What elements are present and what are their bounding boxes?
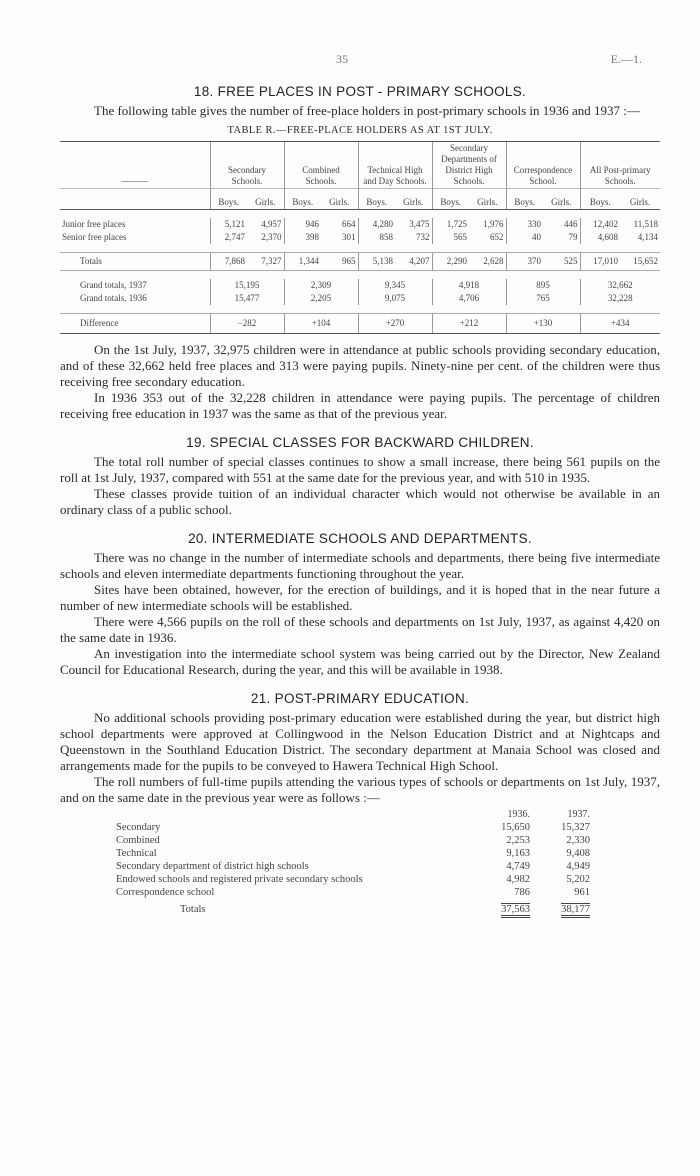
roll-header-blank [116,808,470,821]
table-cell: 965 [321,253,358,271]
table-cell: 4,608 [580,231,620,244]
table-cell: 4,918 [432,279,506,292]
col-header-combined: Combined Schools. [284,142,358,189]
sub-header-girls: Girls. [543,189,580,210]
sub-header-girls: Girls. [321,189,358,210]
table-cell: 32,228 [580,292,660,305]
sub-header-blank [60,189,210,210]
table-cell: 32,662 [580,279,660,292]
table-cell: 5,121 [210,218,247,231]
roll-row-totals [116,903,590,916]
table-cell: 732 [416,232,430,242]
table-cell: +270 [358,314,432,334]
roll-header-row [116,808,590,821]
free-place-table [60,141,660,334]
sub-header-boys: Boys. [506,189,543,210]
table-cell: 4,706 [432,292,506,305]
row-label: Senior free places [62,232,127,242]
roll-row-district-high [116,860,590,873]
section-20-paragraph-4: An investigation into the intermediate school system was being carried out by the Director, New Zealand Council for Educational Research, during the year, and this will be available in 1938. [60,646,660,677]
table-row-grand-1937 [60,279,660,292]
table-cell: 7,327 [247,253,284,271]
section-20-paragraph-2: Sites have been obtained, however, for the erection of buildings, and it is hoped that in the near future a number of new intermediate schools will be established. [60,582,660,613]
table-corner: ——— [60,142,210,189]
roll-label: Correspondence school [116,887,215,898]
row-label: Difference [60,314,210,334]
sub-header-boys: Boys. [432,189,469,210]
table-cell: 370 [506,253,543,271]
roll-label: Secondary [116,822,161,833]
row-label: Junior free places [62,219,126,229]
roll-label: Totals [180,904,206,915]
table-cell: 301 [342,232,356,242]
table-cell: 1,725 [432,218,469,231]
table-cell: +130 [506,314,580,334]
roll-value-1937: 5,202 [566,874,590,885]
roll-label: Technical [116,848,157,859]
table-cell: +212 [432,314,506,334]
table-r-caption: TABLE R.—FREE-PLACE HOLDERS AS AT 1ST JULY. [227,125,493,136]
table-cell: 2,309 [284,279,358,292]
roll-total-1936: 37,563 [501,903,530,918]
table-cell: 17,010 [580,253,620,271]
table-cell: 40 [506,231,543,244]
table-cell: 895 [506,279,580,292]
table-cell: 664 [342,219,356,229]
section-19-paragraph-1: The total roll number of special classes continues to show a small increase, there being 561 pupils on the roll at 1st July, 1937, compared with 551 at the same date for the previous year, and with 510 in 1935. [60,454,660,485]
table-cell: 7,868 [210,253,247,271]
table-cell: 11,518 [633,219,658,229]
roll-numbers-table [116,808,590,916]
col-header-correspondence: Correspondence School. [506,142,580,189]
roll-row-endowed [116,873,590,886]
row-label: Grand totals, 1937 [80,280,147,290]
table-cell: 2,628 [469,253,506,271]
table-cell: 765 [506,292,580,305]
table-cell: 9,075 [358,292,432,305]
table-cell: 565 [432,231,469,244]
col-header-technical: Technical High and Day Schools. [358,142,432,189]
roll-value-1936: 4,982 [506,874,530,885]
roll-year-1937: 1937. [567,809,590,820]
sub-header-boys: Boys. [284,189,321,210]
row-label: Grand totals, 1936 [80,293,147,303]
section-21-paragraph-1: No additional schools providing post-primary education were established during the year, but district high school departments were approved at Collingwood in the Nelson Education District and at Nightcaps and Queenstown in the Southland Education District. The secondary department at Manaia School was closed and arrangements made for the pupils to be conveyed to Hawera Technical High School. [60,710,660,773]
table-cell: 1,344 [284,253,321,271]
roll-value-1937: 15,327 [561,822,590,833]
table-cell: 2,290 [432,253,469,271]
roll-value-1936: 786 [514,887,530,898]
sub-header-boys: Boys. [210,189,247,210]
roll-row-technical [116,847,590,860]
section-18-paragraph-1: On the 1st July, 1937, 32,975 children were in attendance at public schools providing secondary education, and of these 32,662 held free places and 313 were paying pupils. Ninety-nine per cent. of the children were thus receiving free secondary education. [60,342,660,389]
page-number: 35 [336,52,348,66]
col-header-secondary: Secondary Schools. [210,142,284,189]
table-cell: 652 [490,232,504,242]
section-21-title: 21. POST-PRIMARY EDUCATION. [250,691,470,706]
roll-value-1937: 961 [574,887,590,898]
section-20-title: 20. INTERMEDIATE SCHOOLS AND DEPARTMENTS. [188,531,532,546]
roll-row-combined [116,834,590,847]
sub-header-girls: Girls. [620,189,660,210]
roll-value-1936: 15,650 [501,822,530,833]
roll-value-1936: 9,163 [506,848,530,859]
sub-header-girls: Girls. [247,189,284,210]
table-cell: 946 [284,218,321,231]
sub-header-girls: Girls. [395,189,432,210]
roll-total-1937: 38,177 [561,903,590,918]
section-18-paragraph-2: In 1936 353 out of the 32,228 children in attendance were paying pupils. The percentage of children receiving free education in 1937 was the same as that of the previous year. [60,390,660,421]
table-cell: 398 [284,231,321,244]
section-19-title: 19. SPECIAL CLASSES FOR BACKWARD CHILDREN. [186,435,534,450]
roll-row-correspondence [116,886,590,899]
roll-value-1937: 4,949 [566,861,590,872]
table-cell: 2,370 [261,232,282,242]
table-cell: 3,475 [409,219,430,229]
table-cell: 15,652 [620,253,660,271]
table-cell: 446 [564,219,578,229]
roll-year-1936: 1936. [507,809,530,820]
table-cell: +104 [284,314,358,334]
roll-value-1937: 9,408 [566,848,590,859]
roll-value-1937: 2,330 [566,835,590,846]
table-cell: 5,138 [358,253,395,271]
page-content [60,84,660,916]
sub-header-boys: Boys. [580,189,620,210]
section-21-paragraph-2: The roll numbers of full-time pupils attending the various types of schools or departments on 1st July, 1937, and on the same date in the previous year were as follows :— [60,774,660,805]
table-cell: 15,195 [210,279,284,292]
section-18-title: 18. FREE PLACES IN POST - PRIMARY SCHOOLS. [193,84,527,99]
table-cell: 79 [568,232,578,242]
table-cell: 4,134 [637,232,658,242]
section-20-paragraph-1: There was no change in the number of intermediate schools and departments, there being five intermediate schools and eleven intermediate departments functioning throughout the year. [60,550,660,581]
roll-row-secondary [116,821,590,834]
table-cell: 858 [358,231,395,244]
roll-label: Endowed schools and registered private secondary schools [116,874,363,885]
table-cell: 4,207 [395,253,432,271]
table-row-difference [60,314,660,334]
table-cell: 4,957 [261,219,282,229]
table-cell: 9,345 [358,279,432,292]
table-cell: 1,976 [483,219,504,229]
table-cell: −282 [210,314,284,334]
table-row-totals [60,253,660,271]
roll-value-1936: 2,253 [506,835,530,846]
roll-label: Secondary department of district high schools [116,861,309,872]
sub-header-boys: Boys. [358,189,395,210]
table-row-senior [60,231,660,244]
section-18-intro: The following table gives the number of free-place holders in post-primary schools in 1936 and 1937 :— [94,103,640,118]
table-cell: 2,205 [284,292,358,305]
roll-value-1936: 4,749 [506,861,530,872]
sub-header-girls: Girls. [469,189,506,210]
table-cell: 2,747 [210,231,247,244]
roll-label: Combined [116,835,160,846]
table-cell: 330 [506,218,543,231]
table-row-junior [60,218,660,231]
section-20-paragraph-3: There were 4,566 pupils on the roll of these schools and departments on 1st July, 1937, as against 4,420 on the same date in 1936. [60,614,660,645]
table-cell: 525 [543,253,580,271]
col-header-all: All Post-primary Schools. [580,142,660,189]
col-header-district-high: Secondary Departments of District High Schools. [432,142,506,189]
section-19-paragraph-2: These classes provide tuition of an individual character which would not otherwise be available in an ordinary class of a public school. [60,486,660,517]
row-label: Totals [60,253,210,271]
table-row-grand-1936 [60,292,660,305]
document-reference: E.—1. [610,52,642,66]
table-cell: 12,402 [580,218,620,231]
table-cell: 15,477 [210,292,284,305]
table-cell: +434 [580,314,660,334]
table-cell: 4,280 [358,218,395,231]
